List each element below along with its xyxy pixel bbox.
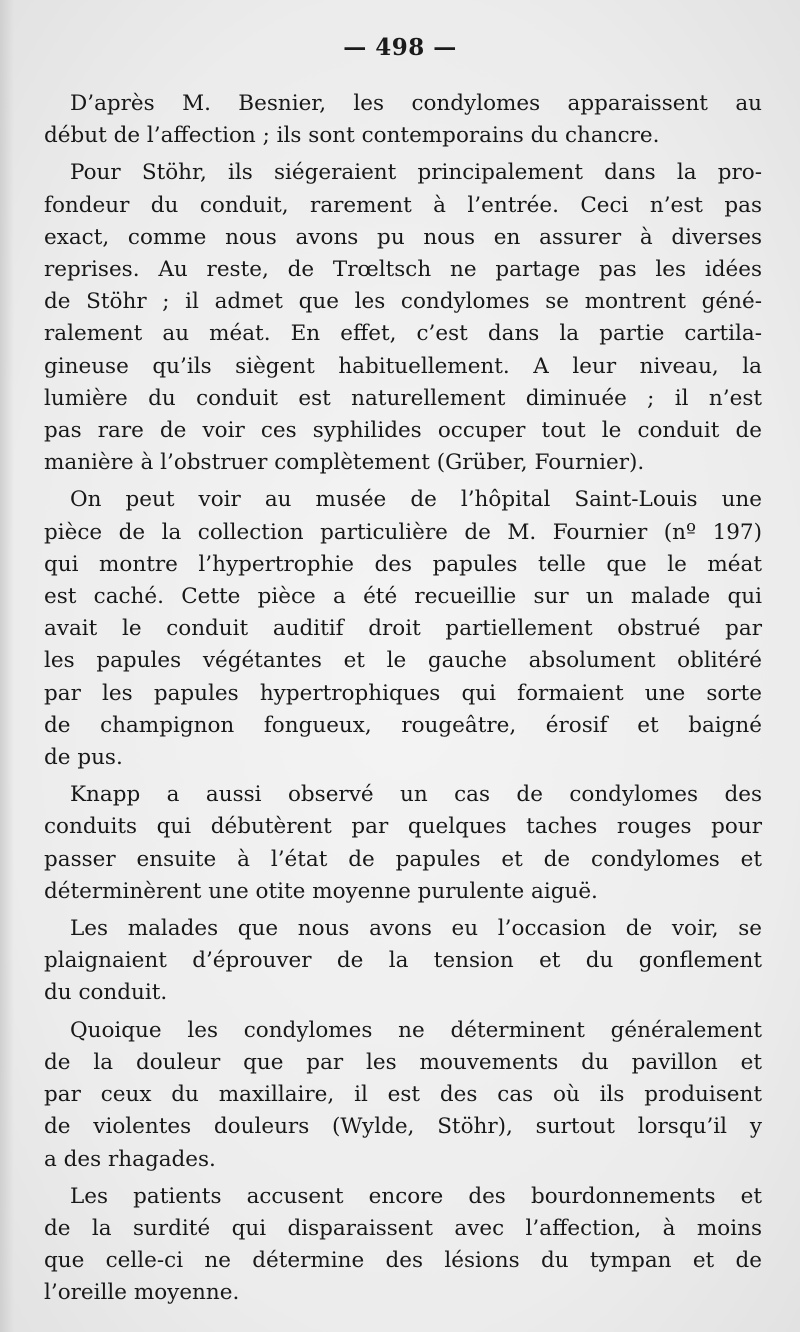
text-line: par les papules hypertrophiques qui formaient une sorte [44, 680, 762, 706]
text-line: déterminèrent une otite moyenne purulente aiguë. [44, 878, 598, 904]
text-line: Quoique les condylomes ne déterminent généralement [70, 1017, 762, 1043]
text-line: ralement au méat. En effet, c’est dans la partie cartila- [44, 321, 762, 347]
text-line: conduits qui débutèrent par quelques taches rouges pour [44, 814, 762, 840]
text-line: Les malades que nous avons eu l’occasion de voir, se [70, 916, 762, 942]
body-text [44, 88, 762, 1310]
text-line: l’oreille moyenne. [44, 1280, 240, 1306]
text-line: D’après M. Besnier, les condylomes apparaissent au [70, 91, 762, 116]
paragraph [44, 779, 762, 908]
text-line: Pour Stöhr, ils siégeraient principalement dans la pro- [70, 160, 762, 186]
text-line: pas rare de voir ces syphilides occuper tout le conduit de [44, 418, 762, 444]
paragraph [44, 1181, 762, 1310]
page-number: — 498 — [343, 34, 457, 61]
text-line: pièce de la collection particulière de M. Fournier (nº 197) [44, 519, 762, 545]
text-line: par ceux du maxillaire, il est des cas où ils produisent [44, 1082, 762, 1108]
text-line: de champignon fongueux, rougeâtre, érosif et baigné [44, 712, 762, 738]
paragraph [44, 157, 762, 479]
paragraph [44, 484, 762, 774]
text-line: manière à l’obstruer complètement (Grüber, Fournier). [44, 450, 645, 476]
text-line: plaignaient d’éprouver de la tension et du gonflement [44, 948, 762, 974]
text-line: de Stöhr ; il admet que les condylomes se montrent géné- [44, 289, 762, 315]
text-line: exact, comme nous avons pu nous en assurer à diverses [44, 224, 762, 250]
text-line: qui montre l’hypertrophie des papules telle que le méat [44, 551, 762, 577]
page-edge-shadow [0, 0, 14, 1332]
paragraph [44, 1015, 762, 1176]
text-line: de la douleur que par les mouvements du pavillon et [44, 1049, 762, 1075]
text-line: fondeur du conduit, rarement à l’entrée. Ceci n’est pas [44, 192, 762, 218]
text-line: début de l’affection ; ils sont contemporains du chancre. [44, 123, 660, 149]
text-line: Knapp a aussi observé un cas de condylomes des [70, 782, 762, 808]
text-line: est caché. Cette pièce a été recueillie sur un malade qui [44, 584, 762, 610]
paragraph [44, 913, 762, 1010]
paragraph [44, 88, 762, 152]
text-line: lumière du conduit est naturellement diminuée ; il n’est [44, 385, 762, 411]
text-line: a des rhagades. [44, 1146, 216, 1172]
text-line: de la surdité qui disparaissent avec l’affection, à moins [44, 1215, 762, 1241]
text-line: du conduit. [44, 980, 168, 1006]
text-line: reprises. Au reste, de Trœltsch ne partage pas les idées [44, 257, 762, 283]
text-line: On peut voir au musée de l’hôpital Saint-Louis une [70, 487, 762, 513]
text-line: Les patients accusent encore des bourdonnements et [70, 1183, 762, 1209]
text-line: passer ensuite à l’état de papules et de condylomes et [44, 846, 762, 872]
text-line: les papules végétantes et le gauche absolument oblitéré [44, 648, 762, 674]
text-line: de pus. [44, 745, 123, 771]
text-line: que celle-ci ne détermine des lésions du tympan et de [44, 1248, 762, 1274]
text-line: avait le conduit auditif droit partiellement obstrué par [44, 616, 762, 642]
text-line: gineuse qu’ils siègent habituellement. A leur niveau, la [44, 353, 762, 379]
text-line: de violentes douleurs (Wylde, Stöhr), surtout lorsqu’il y [44, 1114, 762, 1140]
